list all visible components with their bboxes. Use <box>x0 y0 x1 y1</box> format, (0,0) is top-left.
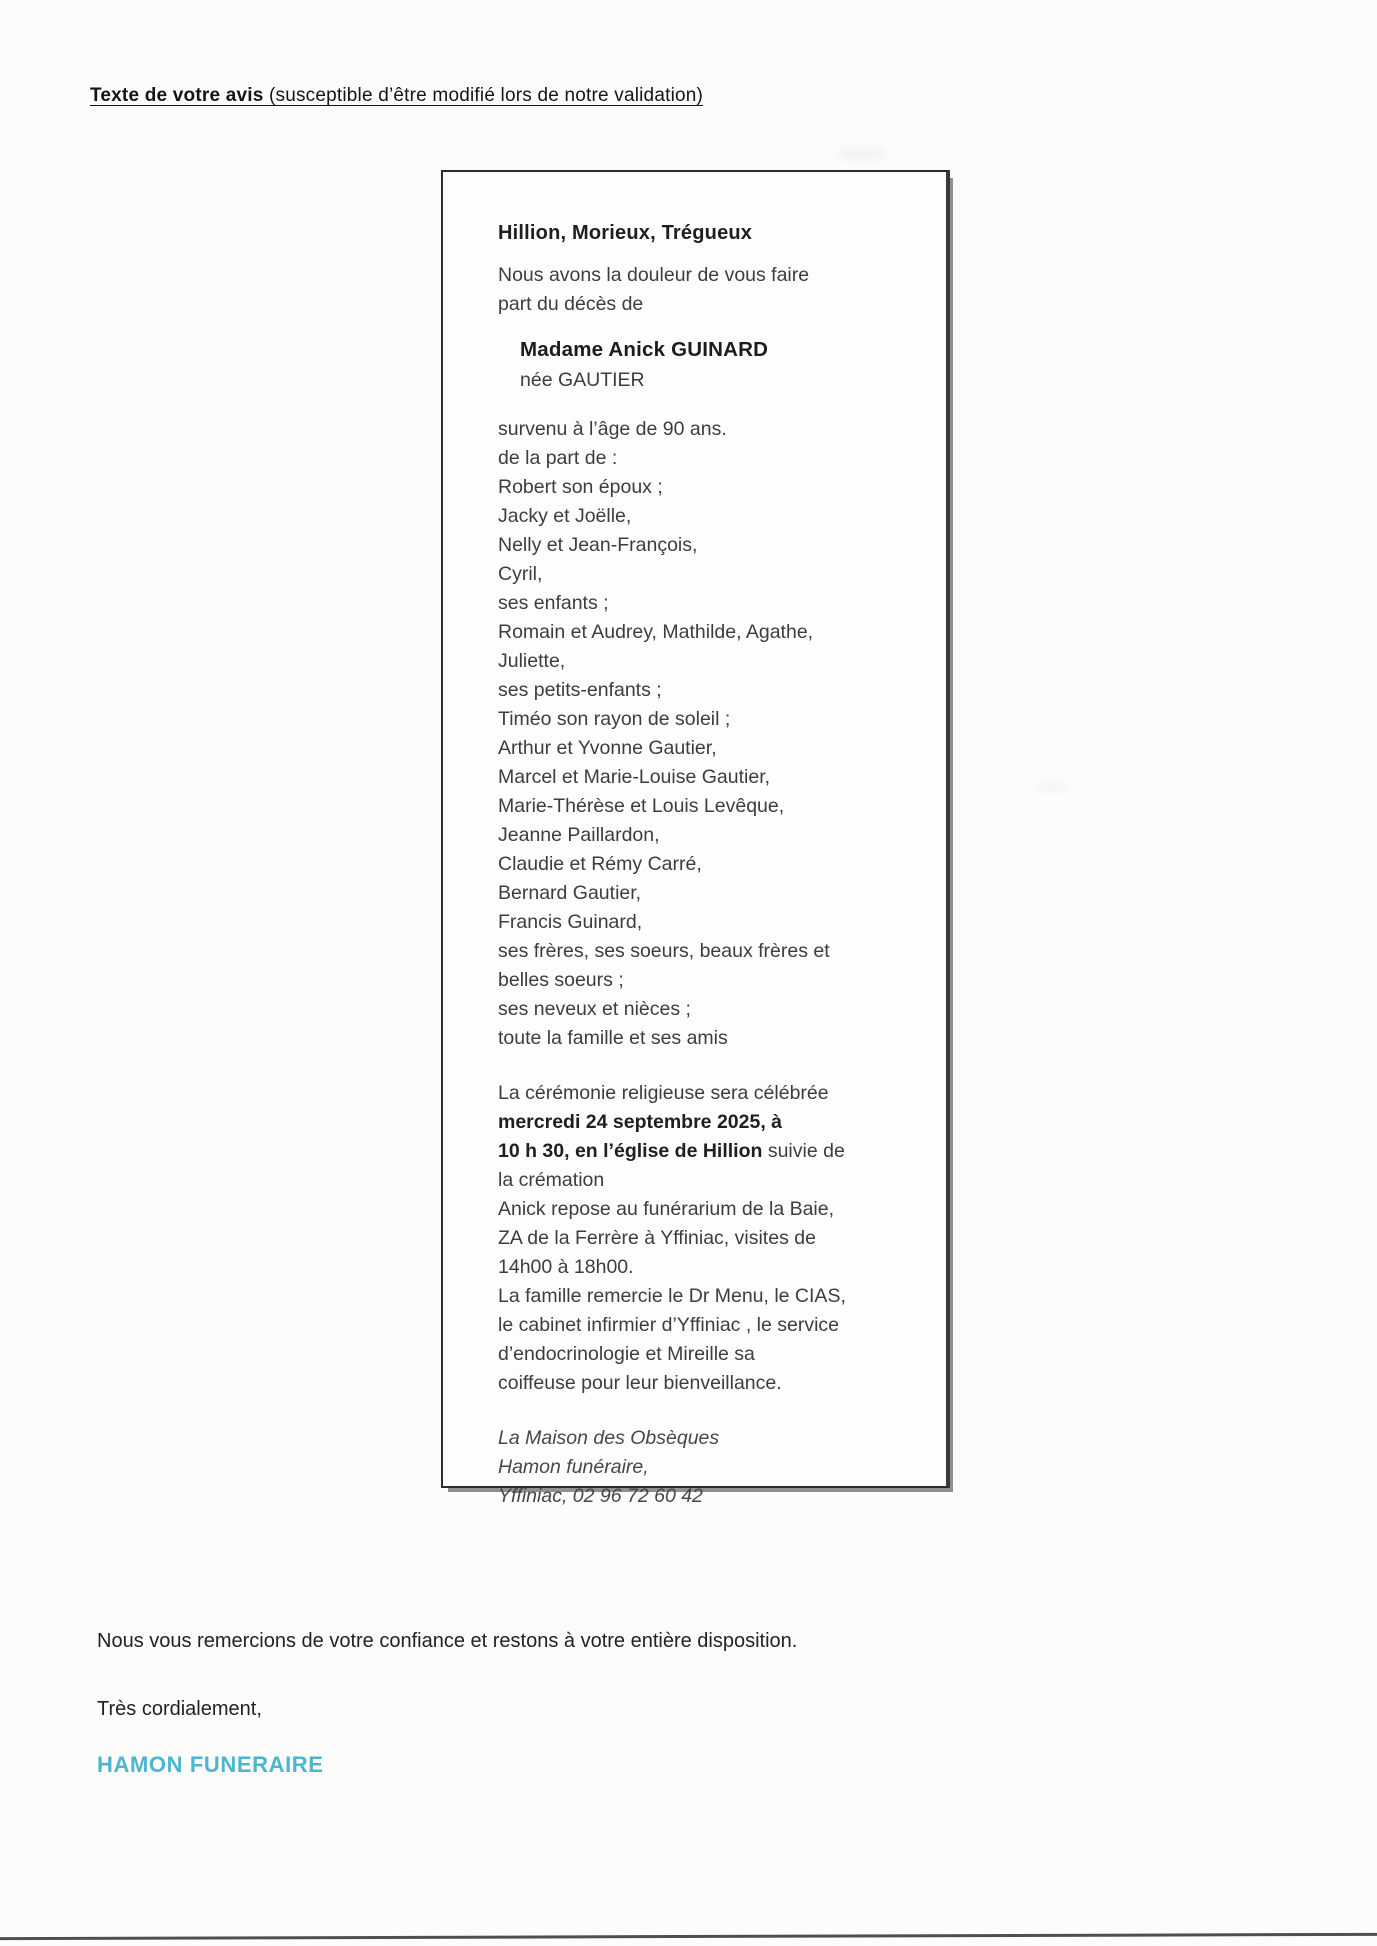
page-title <box>90 85 703 107</box>
family-paragraph <box>498 415 946 1053</box>
company-name: HAMON FUNERAIRE <box>97 1752 324 1777</box>
deceased-name: Madame Anick GUINARD <box>520 338 769 361</box>
text-line: Francis Guinard, <box>498 911 643 933</box>
text-line: Timéo son rayon de soleil ; <box>498 708 731 730</box>
text-line: toute la famille et ses amis <box>498 1027 728 1049</box>
text-line: ses enfants ; <box>498 592 609 614</box>
text-line: La Maison des Obsèques <box>498 1427 720 1449</box>
text-line: Romain et Audrey, Mathilde, Agathe, <box>498 621 814 643</box>
text-line: Marie-Thérèse et Louis Levêque, <box>498 795 785 817</box>
text-line: Marcel et Marie-Louise Gautier, <box>498 766 771 788</box>
scan-edge-line <box>0 1933 1377 1940</box>
text-line: la crémation <box>498 1169 605 1191</box>
text-line: belles soeurs ; <box>498 969 624 991</box>
text-line: Juliette, <box>498 650 566 672</box>
text-line: survenu à l’âge de 90 ans. <box>498 418 727 440</box>
text-line: 14h00 à 18h00. <box>498 1256 634 1278</box>
text-line: Jeanne Paillardon, <box>498 824 660 846</box>
text-line: le cabinet infirmier d’Yffiniac , le service <box>498 1314 840 1336</box>
text-line: Robert son époux ; <box>498 476 663 498</box>
regards-line: Très cordialement, <box>97 1698 262 1720</box>
header-rest-text: (susceptible d’être modifié lors de notre validation) <box>263 85 704 106</box>
thanks-line: Nous vous remercions de votre confiance et restons à votre entière disposition. <box>97 1630 798 1652</box>
maiden-name: née GAUTIER <box>520 369 645 391</box>
text-line: ses frères, ses soeurs, beaux frères et <box>498 940 830 962</box>
scan-smudge <box>836 148 886 160</box>
header-bold-text: Texte de votre avis <box>90 85 264 106</box>
text-line: Claudie et Rémy Carré, <box>498 853 702 875</box>
funeral-home-signature <box>498 1424 946 1511</box>
text-line: coiffeuse pour leur bienveillance. <box>498 1372 782 1394</box>
text-line: part du décès de <box>498 293 644 315</box>
text-line: Anick repose au funérarium de la Baie, <box>498 1198 835 1220</box>
text-line: ses petits-enfants ; <box>498 679 662 701</box>
text-line: Hamon funéraire, <box>498 1456 649 1478</box>
towns-heading: Hillion, Morieux, Trégueux <box>498 222 753 244</box>
text-line: 10 h 30, en l’église de Hillion suivie de <box>498 1140 845 1162</box>
text-line: La famille remercie le Dr Menu, le CIAS, <box>498 1285 846 1307</box>
text-line: Cyril, <box>498 563 543 585</box>
text-line: Nelly et Jean-François, <box>498 534 698 556</box>
ceremony-paragraph <box>498 1079 946 1398</box>
text-line: Jacky et Joëlle, <box>498 505 632 527</box>
text-line: de la part de : <box>498 447 618 469</box>
text-line: Arthur et Yvonne Gautier, <box>498 737 717 759</box>
obituary-card <box>441 170 950 1507</box>
text-line: La cérémonie religieuse sera célébrée <box>498 1082 829 1104</box>
text-line: ZA de la Ferrère à Yffiniac, visites de <box>498 1227 816 1249</box>
text-line: Bernard Gautier, <box>498 882 642 904</box>
text-line: ses neveux et nièces ; <box>498 998 691 1020</box>
text-line: d’endocrinologie et Mireille sa <box>498 1343 755 1365</box>
text-line: Yffiniac, 02 96 72 60 42 <box>498 1485 703 1507</box>
intro-paragraph <box>498 261 946 319</box>
text-line: Nous avons la douleur de vous faire <box>498 264 810 286</box>
scan-smudge <box>1032 782 1072 792</box>
deceased-block <box>520 335 946 395</box>
text-line: mercredi 24 septembre 2025, à <box>498 1111 783 1133</box>
